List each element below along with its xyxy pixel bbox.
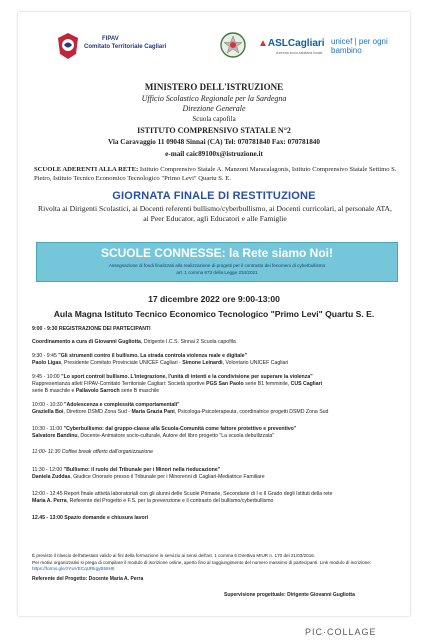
program-item: 9:30 - 9:45 "Gli strumenti contro il bullismo. La strada controla violenza reale e digitale" Paolo Ligas, Presidente Comitato Provinciale UNICEF Cagliari - Simone Leinardi, Volontario UNICEF Cagliari — [32, 353, 289, 366]
event-audience: Rivolta ai Dirigenti Scolastici, ai Docenti referenti bullismo/cyberbullismo, ai Docenti curricolari, al personale ATA, ai Peer Educator, agli Educatori e alle Famiglie — [38, 204, 392, 223]
program-item: 9:00 - 9:30 REGISTRAZIONE DEI PARTECIPANTI — [32, 326, 151, 332]
attestato-note: È previsto il rilascio dell'attestato valido ai fini della formazione in servizio ai sensi dell'art. 1 comma 6 Direttiva MIUR n. 170 del 21/03/2016. Per motivi organizzativi si prega di compilare il modulo di iscrizione online, aperto fino al raggiungimento del numero massimo di partecipanti. Link modulo di iscrizione: https://forms.gle/zYwVECqURkgyB58H6 — [32, 553, 372, 571]
scuole-aderenti: SCUOLE ADERENTI ALLA RETE: Istituto Comprensivo Statale A. Manzoni Maracalagonis, Istituto Comprensivo Statale Settimo S. Pietro, Istituto Tecnico Economico Tecnologico "Primo Levi" Quartu S. E. — [34, 166, 397, 182]
direzione-generale: Direzione Generale — [182, 104, 246, 113]
ministero-heading: MINISTERO DELL'ISTRUZIONE — [144, 82, 284, 92]
event-title: GIORNATA FINALE DI RESTITUZIONE — [112, 190, 316, 202]
logo-header — [18, 12, 410, 60]
project-banner — [36, 242, 398, 282]
istituto-email: e-mail caic89100x@istruzione.it — [165, 150, 263, 158]
scuola-capofila-label: Scuola capofila — [192, 115, 236, 123]
istituto-name: ISTITUTO COMPRENSIVO STATALE N°2 — [137, 126, 291, 135]
asl-logo: ▲ASLCagliari — [258, 38, 325, 49]
program-item: 12.45 - 13:00 Spazio domande e chiusura lavori — [32, 515, 149, 521]
event-date: 17 dicembre 2022 ore 9:00-13:00 — [148, 294, 280, 304]
banner-title: SCUOLE CONNESSE: la Rete siamo Noi! — [100, 246, 334, 260]
asl-subtitle: Azienda socio-sanitaria locale — [276, 51, 323, 55]
referente-progetto: Referente del Progetto: Docente Maria A. Perra — [32, 576, 144, 582]
program-item: 10:00 - 10:30 "Adolescenza e complessità comportamentali" Graziella Boi, Direttore DSMD Zona Sud - Maria Grazia Pani, Psicologa-Psicoterapeuta, coordinatrice progetti DSMD Zona Sud — [32, 402, 329, 415]
program-item: 10:30 - 11:00 "Cyberbullismo: dal gruppo-classe alla Scuola-Comunità come fattore protettivo e preventivo" Salvatore Bandinu, Docente-Animatore socio-culturale, Autore del libro progetto "La scuola debullizzata" — [32, 426, 297, 439]
supervisione-progettuale: Supervisione progettuale: Dirigente Giovanni Gugliotta — [224, 592, 355, 598]
piccollage-watermark: PIC·COLLAGE — [305, 627, 377, 637]
program-item: Coordinamento a cura di Giovanni Gugliotta, Dirigente I.C.S. Sinnai 2 Scuola capofila — [32, 339, 236, 345]
event-location: Aula Magna Istituto Tecnico Economico Tecnologico "Primo Levi" Quartu S. E. — [53, 309, 375, 319]
iscrizione-link[interactable]: https://forms.gle/zYwVECqURkgyB58H6 — [32, 566, 115, 571]
banner-subtitle: Assegnazione di fondi finalizzati alla realizzazione di progetti per il contrasto dei fenomeni di cyberbullismo art. 1 comma 673 della Legge 234/2021 — [108, 263, 326, 275]
program-item: 11:00- 11:30 Coffee break offerto dall'organizzazione — [32, 449, 154, 455]
unicef-logo: unicef | per ogni bambino — [331, 37, 388, 55]
program-item: 9:45 - 10:00 "Lo sport controil bullismo. L'integrazione, l'unità di intenti e la condivisione per superare la violenza" Rappresentanza atleti FIPAV-Comitato Territoriale Cagliari: Società sportive PGS San Paolo serie B1 femminile, CUS Cagliari serie B maschile e Pallavolo Sarroch serie B maschile — [32, 374, 323, 394]
fipav-logo-icon — [56, 32, 80, 60]
fipav-label: FIPAV Comitato Territoriale Cagliari — [84, 36, 167, 50]
program-item: 11:30 - 12:00 "Bullismo: il ruolo del Tribunale per i Minori nella rieducazione" Daniela Zuddas, Giudice Onorario presso il Tribunale per i Minorenni di Cagliari-Mediatrice Familiare — [32, 467, 265, 480]
flyer-sheet — [18, 12, 410, 616]
republic-emblem-icon — [220, 32, 246, 58]
istituto-address: Via Caravaggio 11 09048 Sinnai (CA) Tel: 070781840 Fax: 070781840 — [108, 138, 320, 146]
ufficio-scolastico: Ufficio Scolastico Regionale per la Sardegna — [141, 94, 287, 103]
program-item: 12:00 - 12:45 Report finale attività laboratoriali con gli alunni delle Scuole Primarie, Secondarie di I e II Grado degli Istituti della rete Maria A. Perra, Referente del Progetto e F.S. per la prevenzione e il contrasto del bullismo/cyberbullismo — [32, 491, 333, 504]
